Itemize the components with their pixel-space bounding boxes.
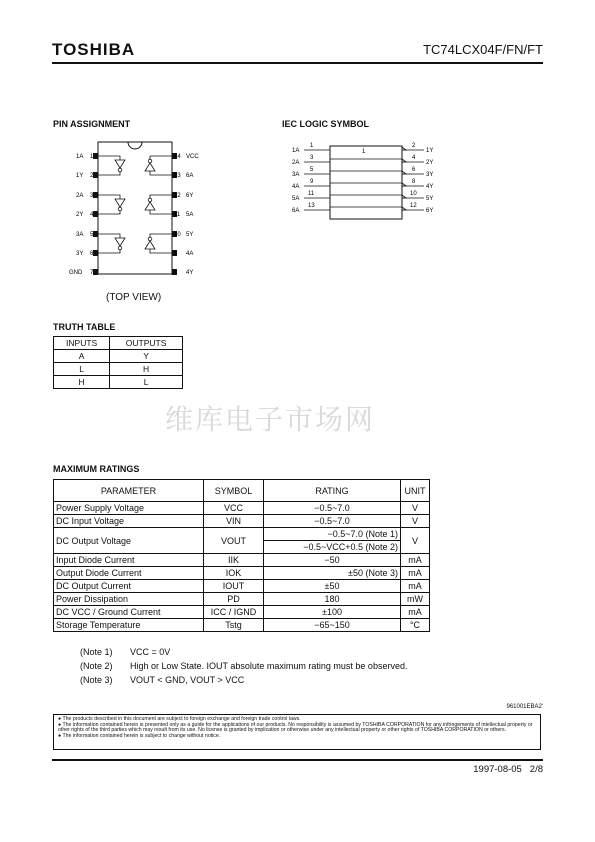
rating-param: DC Output Voltage — [54, 528, 204, 554]
table-row — [54, 554, 430, 567]
table-row — [54, 606, 430, 619]
pin-label-6a: 6A — [186, 173, 194, 179]
pin-number-14: 14 — [174, 154, 181, 160]
rating-value: −65~150 — [264, 619, 401, 632]
iec-output-pin-2: 2 — [412, 143, 416, 149]
header-rule — [52, 62, 543, 64]
table-row — [54, 376, 183, 389]
iec-input-pin-3: 3 — [310, 155, 314, 161]
iec-output-pin-4: 4 — [412, 155, 416, 161]
note-label: (Note 1) — [80, 647, 113, 657]
pin-label-6y: 6Y — [186, 193, 194, 199]
rating-symbol: VCC — [204, 502, 264, 515]
rating-param: Output Diode Current — [54, 567, 204, 580]
rating-value: 180 — [264, 593, 401, 606]
table-row — [54, 515, 430, 528]
table-row — [54, 619, 430, 632]
iec-input-pin-9: 9 — [310, 179, 314, 185]
logic-block — [330, 146, 402, 219]
rating-param: Input Diode Current — [54, 554, 204, 567]
inverter-symbols — [98, 156, 172, 253]
rating-param: Power Dissipation — [54, 593, 204, 606]
iec-input-6a: 6A — [292, 208, 300, 214]
rating-symbol: PD — [204, 593, 264, 606]
iec-input-4a: 4A — [292, 184, 300, 190]
iec-output-2y: 2Y — [426, 160, 434, 166]
pin-number-3: 3 — [90, 193, 94, 199]
truth-table — [53, 336, 183, 389]
pin-assignment-diagram — [60, 138, 220, 278]
pin-number-11: 11 — [174, 212, 181, 218]
truth-table-title: TRUTH TABLE — [53, 322, 116, 332]
rating-unit: V — [401, 528, 430, 554]
pin-number-2: 2 — [90, 173, 94, 179]
logic-gate-label: 1 — [362, 149, 366, 155]
iec-input-5a: 5A — [292, 196, 300, 202]
rating-symbol: IOK — [204, 567, 264, 580]
note-label: (Note 2) — [80, 661, 113, 671]
truth-subheader-y: Y — [110, 350, 183, 363]
note-1 — [80, 645, 407, 659]
rating-value: ±50 — [264, 580, 401, 593]
rating-value-secondary: −0.5~VCC+0.5 (Note 2) — [264, 541, 401, 554]
rating-unit: V — [401, 502, 430, 515]
rating-param: Power Supply Voltage — [54, 502, 204, 515]
iec-input-pin-11: 11 — [308, 191, 315, 197]
top-view-caption: (TOP VIEW) — [106, 292, 162, 303]
truth-cell: L — [110, 376, 183, 389]
publish-date: 1997-08-05 — [473, 764, 522, 775]
note-3 — [80, 673, 407, 687]
pin-number-9: 9 — [174, 251, 178, 257]
rating-symbol: IOUT — [204, 580, 264, 593]
pin-number-6: 6 — [90, 251, 94, 257]
watermark: 维库电子市场网 — [165, 403, 376, 436]
pin-number-5: 5 — [90, 232, 94, 238]
pin-label-2y: 2Y — [76, 212, 84, 218]
iec-input-pin-1: 1 — [310, 143, 314, 149]
package-outline — [98, 142, 172, 274]
ratings-header-rating: RATING — [264, 480, 401, 502]
rating-symbol: ICC / IGND — [204, 606, 264, 619]
iec-output-1y: 1Y — [426, 148, 434, 154]
document-number: 961001EBA2' — [506, 704, 543, 710]
rating-unit: mA — [401, 554, 430, 567]
truth-cell: L — [54, 363, 110, 376]
pin-assignment-title: PIN ASSIGNMENT — [53, 119, 131, 129]
rating-value: −0.5~7.0 — [264, 502, 401, 515]
iec-output-3y: 3Y — [426, 172, 434, 178]
company-logo: TOSHIBA — [52, 40, 136, 59]
rating-unit: mA — [401, 580, 430, 593]
pin-label-4a: 4A — [186, 251, 194, 257]
pin-number-8: 8 — [174, 270, 178, 276]
truth-header-outputs: OUTPUTS — [110, 337, 183, 350]
iec-output-4y: 4Y — [426, 184, 434, 190]
note-label: (Note 3) — [80, 675, 113, 685]
rating-unit: mA — [401, 567, 430, 580]
rating-value: −50 — [264, 554, 401, 567]
pin-label-1a: 1A — [76, 154, 84, 160]
rating-value: ±50 (Note 3) — [264, 567, 401, 580]
pin-number-1: 1 — [90, 154, 94, 160]
rating-param: DC Input Voltage — [54, 515, 204, 528]
max-ratings-table — [53, 479, 430, 632]
table-row — [54, 567, 430, 580]
rating-value: −0.5~7.0 — [264, 515, 401, 528]
ratings-notes — [80, 645, 407, 687]
max-ratings-title: MAXIMUM RATINGS — [53, 464, 140, 474]
iec-logic-title: IEC LOGIC SYMBOL — [282, 119, 370, 129]
table-row — [54, 593, 430, 606]
iec-input-3a: 3A — [292, 172, 300, 178]
part-number: TC74LCX04F/FN/FT — [423, 42, 543, 57]
package-notch — [128, 142, 142, 149]
note-text: VCC = 0V — [130, 647, 171, 657]
page-footer — [473, 764, 543, 775]
iec-input-pin-5: 5 — [310, 167, 314, 173]
table-row — [54, 502, 430, 515]
page-number: 2/8 — [529, 764, 543, 775]
rating-unit: °C — [401, 619, 430, 632]
rating-param: DC Output Current — [54, 580, 204, 593]
rating-symbol: VOUT — [204, 528, 264, 554]
pin-label-5y: 5Y — [186, 232, 194, 238]
pin-label-4y: 4Y — [186, 270, 194, 276]
rating-symbol: VIN — [204, 515, 264, 528]
iec-output-6y: 6Y — [426, 208, 434, 214]
footer-rule — [52, 759, 543, 761]
pin-label-5a: 5A — [186, 212, 194, 218]
truth-cell: H — [54, 376, 110, 389]
pin-number-13: 13 — [174, 173, 181, 179]
note-text: VOUT < GND, VOUT > VCC — [130, 675, 245, 685]
pin-label-2a: 2A — [76, 193, 84, 199]
rating-value: ±100 — [264, 606, 401, 619]
iec-output-pin-8: 8 — [412, 179, 416, 185]
iec-output-5y: 5Y — [426, 196, 434, 202]
iec-output-pin-12: 12 — [410, 203, 417, 209]
pin-label-gnd: GND — [69, 270, 83, 276]
iec-input-pin-13: 13 — [308, 203, 315, 209]
rating-symbol: Tstg — [204, 619, 264, 632]
iec-output-pin-10: 10 — [410, 191, 417, 197]
ratings-header-unit: UNIT — [401, 480, 430, 502]
rating-unit: mW — [401, 593, 430, 606]
truth-header-inputs: INPUTS — [54, 337, 110, 350]
note-2 — [80, 659, 407, 673]
disclaimer-line: ● The information contained herein is subject to change without notice. — [58, 732, 221, 739]
disclaimer-box — [53, 714, 541, 750]
pin-label-1y: 1Y — [76, 173, 84, 179]
rating-unit: mA — [401, 606, 430, 619]
pin-number-7: 7 — [90, 270, 94, 276]
pin-number-10: 10 — [174, 232, 181, 238]
table-row — [54, 363, 183, 376]
table-row — [54, 528, 430, 541]
disclaimer-line: ● The products described in this document are subject to foreign exchange and foreign trade control laws. — [58, 716, 301, 722]
pin-label-3y: 3Y — [76, 251, 84, 257]
ratings-header-parameter: PARAMETER — [54, 480, 204, 502]
pin-number-12: 12 — [174, 193, 181, 199]
truth-cell: H — [110, 363, 183, 376]
rating-symbol: IIK — [204, 554, 264, 567]
ratings-header-symbol: SYMBOL — [204, 480, 264, 502]
disclaimer-line: ● The information contained herein is presented only as a guide for the applications of our products. No responsibility is assumed by TOSHIBA CORPORATION for any infringements of intellectual property or other rights of the third parties which may result from its use. No license is granted by implication or otherwise under any intellectual property or other rights of TOSHIBA CORPORATION or others. — [58, 721, 533, 734]
iec-input-1a: 1A — [292, 148, 300, 154]
iec-input-2a: 2A — [292, 160, 300, 166]
iec-logic-diagram — [288, 138, 448, 223]
rating-param: Storage Temperature — [54, 619, 204, 632]
note-text: High or Low State. IOUT absolute maximum rating must be observed. — [130, 661, 408, 671]
iec-output-pin-6: 6 — [412, 167, 416, 173]
rating-unit: V — [401, 515, 430, 528]
pin-label-3a: 3A — [76, 232, 84, 238]
rating-value: −0.5~7.0 (Note 1) — [264, 528, 401, 541]
pin-number-4: 4 — [90, 212, 94, 218]
truth-subheader-a: A — [54, 350, 110, 363]
rating-param: DC VCC / Ground Current — [54, 606, 204, 619]
table-row — [54, 580, 430, 593]
pin-label-vcc: VCC — [186, 154, 199, 160]
